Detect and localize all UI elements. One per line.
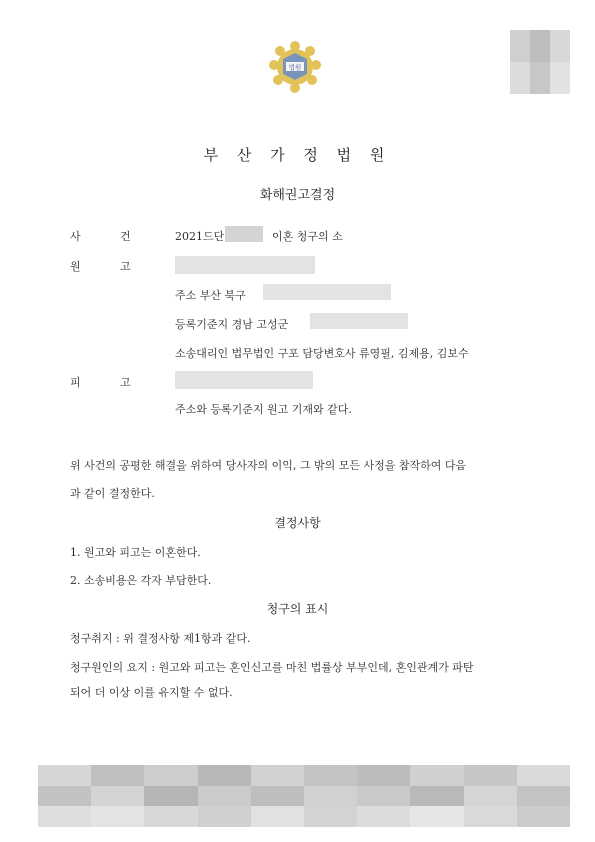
redacted-plaintiff-registry [310, 313, 408, 329]
plaintiff-label-2: 고 [120, 260, 131, 273]
claim-purpose: 청구취지 : 위 결정사항 제1항과 같다. [70, 632, 251, 645]
preamble-line-1: 위 사건의 공평한 해결을 위하여 당사자의 이익, 그 밖의 모든 사정을 참작하여 다음 [70, 459, 467, 472]
redacted-stamp [510, 30, 570, 94]
claim-cause-line-1: 청구원인의 요지 : 원고와 피고는 혼인신고를 마친 법률상 부부인데, 혼인관계가 파탄 [70, 661, 474, 674]
case-label-2: 건 [120, 230, 131, 243]
claim-cause-line-2: 되어 더 이상 이를 유지할 수 없다. [70, 686, 233, 699]
decision-item-2: 2. 소송비용은 각자 부담한다. [70, 574, 212, 587]
redacted-case-number [225, 226, 263, 242]
seal-label: 법원 [288, 63, 302, 72]
case-name: 이혼 청구의 소 [272, 230, 343, 243]
preamble-line-2: 과 같이 결정한다. [70, 487, 155, 500]
court-name: 부 산 가 정 법 원 [203, 146, 392, 164]
decision-heading: 결정사항 [274, 516, 321, 530]
plaintiff-address: 주소 부산 북구 [175, 289, 246, 302]
defendant-label-1: 피 [70, 376, 81, 389]
case-number-prefix: 2021드단 [175, 230, 225, 243]
defendant-label-2: 고 [120, 376, 131, 389]
decision-item-1: 1. 원고와 피고는 이혼한다. [70, 546, 201, 559]
case-label-1: 사 [70, 230, 81, 243]
redacted-footer [38, 765, 570, 827]
document-title: 화해권고결정 [259, 188, 336, 203]
plaintiff-label-1: 원 [70, 260, 81, 273]
redacted-plaintiff-address [263, 284, 391, 300]
plaintiff-registry: 등록기준지 경남 고성군 [175, 318, 289, 331]
defendant-address-note: 주소와 등록기준지 원고 기재와 같다. [175, 403, 352, 416]
plaintiff-counsel: 소송대리인 법무법인 구포 담당변호사 류영필, 김제용, 김보수 [175, 347, 469, 360]
redacted-plaintiff-name [175, 256, 315, 274]
court-seal-icon [265, 38, 325, 98]
redacted-defendant-name [175, 371, 313, 389]
claim-heading: 청구의 표시 [266, 602, 329, 616]
